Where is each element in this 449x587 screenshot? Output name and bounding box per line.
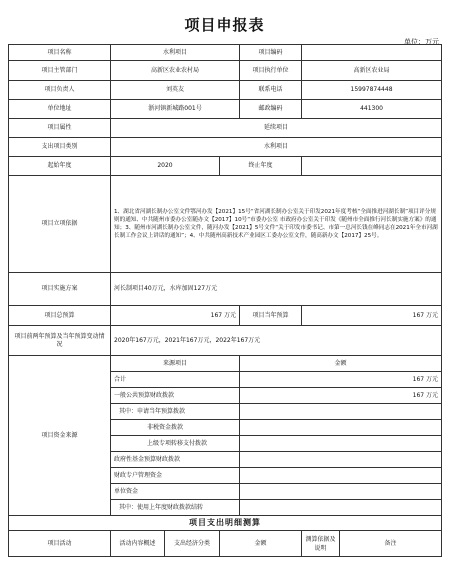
exec-unit-value: 高新区农业局 bbox=[302, 61, 442, 81]
phone-value: 15997874448 bbox=[302, 81, 442, 100]
funds-row-amount: 167 万元 bbox=[240, 388, 442, 404]
funds-row-amount bbox=[240, 452, 442, 468]
dept-value: 高新区农业农村局 bbox=[111, 61, 240, 81]
category-value: 水利项目 bbox=[111, 138, 442, 157]
project-form-table bbox=[8, 44, 442, 557]
project-name-value: 水利项目 bbox=[111, 45, 240, 61]
project-code-value bbox=[302, 45, 442, 61]
leader-value: 刘英友 bbox=[111, 81, 240, 100]
funds-row-amount bbox=[240, 420, 442, 436]
detail-header-remark: 备注 bbox=[340, 531, 442, 557]
start-year-label: 起始年度 bbox=[9, 157, 111, 176]
postcode-value: 441300 bbox=[302, 100, 442, 119]
end-year-label: 终止年度 bbox=[220, 157, 302, 176]
end-year-value bbox=[302, 157, 442, 176]
funds-row-name: 合计 bbox=[111, 372, 240, 388]
funds-header-amount: 金额 bbox=[240, 356, 442, 372]
project-code-label: 项目编码 bbox=[240, 45, 302, 61]
history-label: 项目前两年预算及当年预算变动情况 bbox=[9, 326, 111, 356]
funds-row-name: 上级专项转移支付拨款 bbox=[111, 436, 240, 452]
funds-row-amount: 167 万元 bbox=[240, 372, 442, 388]
detail-section-title: 项目支出明细测算 bbox=[9, 516, 442, 531]
phone-label: 联系电话 bbox=[240, 81, 302, 100]
detail-header-basis: 测算依据及说明 bbox=[302, 531, 340, 557]
funds-row-name: 非税资金拨款 bbox=[111, 420, 240, 436]
attr-label: 项目属性 bbox=[9, 119, 111, 138]
leader-label: 项目负责人 bbox=[9, 81, 111, 100]
plan-label: 项目实施方案 bbox=[9, 273, 111, 306]
category-label: 支出项目类别 bbox=[9, 138, 111, 157]
attr-value: 延续项目 bbox=[111, 119, 442, 138]
dept-label: 项目主管部门 bbox=[9, 61, 111, 81]
year-budget-label: 项目当年预算 bbox=[240, 306, 302, 326]
funds-row-name: 财政专户管理资金 bbox=[111, 468, 240, 484]
budget-value: 167 万元 bbox=[111, 306, 240, 326]
funds-row-name: 其中：使用上年度财政拨款结转 bbox=[111, 500, 240, 516]
postcode-label: 邮政编码 bbox=[240, 100, 302, 119]
unit-label: 单位：万元 bbox=[404, 38, 439, 46]
funds-row-amount bbox=[240, 500, 442, 516]
budget-label: 项目总预算 bbox=[9, 306, 111, 326]
detail-header-econ-class: 支出经济分类 bbox=[165, 531, 220, 557]
history-value: 2020年167万元，2021年167万元，2022年167万元 bbox=[111, 326, 442, 356]
funds-row-amount bbox=[240, 436, 442, 452]
funds-header-source: 来源项目 bbox=[111, 356, 240, 372]
funds-row-name: 其中：申请当年预算拨款 bbox=[111, 404, 240, 420]
detail-header-activity: 项目活动 bbox=[9, 531, 111, 557]
funds-row-amount bbox=[240, 484, 442, 500]
funds-row-name: 单位资金 bbox=[111, 484, 240, 500]
address-value: 浙河镇新城路001号 bbox=[111, 100, 240, 119]
funds-row-amount bbox=[240, 404, 442, 420]
project-name-label: 项目名称 bbox=[9, 45, 111, 61]
basis-label: 项目立项依据 bbox=[9, 176, 111, 273]
start-year-value: 2020 bbox=[111, 157, 220, 176]
exec-unit-label: 项目执行单位 bbox=[240, 61, 302, 81]
funds-row-name: 政府性基金预算财政拨款 bbox=[111, 452, 240, 468]
funds-row-name: 一般公共预算财政拨款 bbox=[111, 388, 240, 404]
address-label: 单位地址 bbox=[9, 100, 111, 119]
funds-label: 项目资金来源 bbox=[9, 356, 111, 516]
plan-value: 河长制项目40万元，水库加固127万元 bbox=[111, 273, 442, 306]
funds-row-amount bbox=[240, 468, 442, 484]
detail-header-amount: 金额 bbox=[220, 531, 302, 557]
detail-header-content: 活动内容概述 bbox=[111, 531, 165, 557]
basis-value: 1、湖北省河湖长制办公室文件鄂河办发【2021】15号“省河湖长制办公室关于印发2021年度考核“全面推进河湖长制”项目评分规则的通知、中共随州市委办公室随办文【2017】10号“市委办公室 市政府办公室关于印发《随州市全面推行河长制实施方案》的通知；3、随州市河湖长制办公室文件，随河办发【2021】5号文件“关于印发市委书记、市第一总河长钱在峰同志在2021年全市河湖长制工作会议上讲话的通知”；4、中共随州高新技术产业园区工委办公室文件，随高新办文【2017】25号。 bbox=[111, 176, 442, 273]
year-budget-value: 167 万元 bbox=[302, 306, 442, 326]
page-title: 项目申报表 bbox=[184, 16, 265, 34]
